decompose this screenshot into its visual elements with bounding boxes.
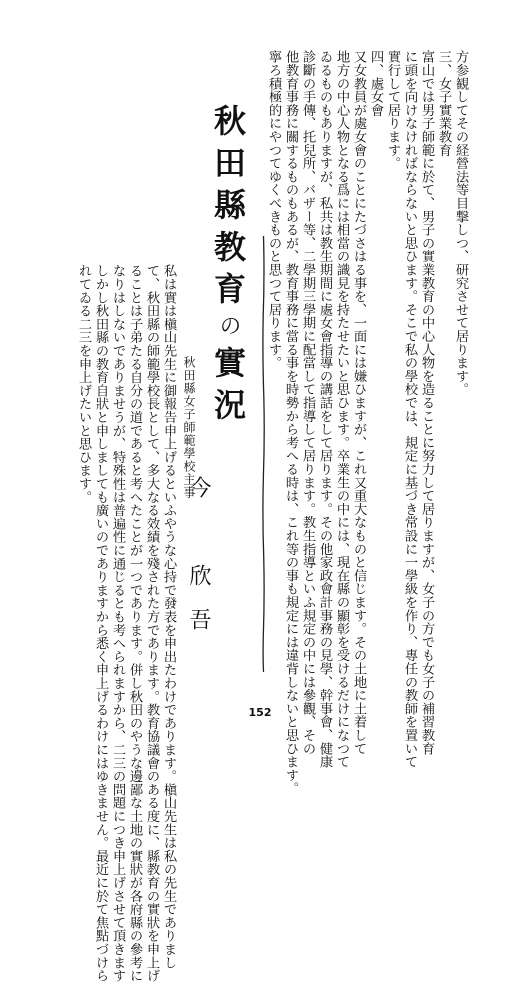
lower-text-column: しかし秋田縣の教育自狀と申しましても廣いのでありますから悉く申上げるわけにはゆきません。最近に於て焦點づけら [93,264,108,982]
lower-text-column: れてゐる二三を申上げたいと思ひます。 [76,264,91,504]
author-affiliation: 秋田縣女子師範學校主事 [182,356,196,499]
article-title [203,104,253,430]
lower-text-column: 私は實は槇山先生に御報告申上げるといふやうな心持で發表を申出たわけであります。槇山先生は私の先生でありまし [161,264,176,969]
upper-text-column: 他教育事務に關するものもあるが、教育事務に當る事を時勢から考へる時は、これ等の事も規定には違背しないと思ひます。 [283,50,298,795]
upper-text-column: 實行して居ります。 [385,50,400,170]
upper-text-column: 地方の中心人物となる爲には相當の識見を持たせたいと思ひます。卒業生の中には、現在縣の顯彰を受けるだけになつて [334,50,349,769]
upper-text-column: 四、處女會 [368,50,383,117]
lower-text-column: ることは子弟たる自分の道であると考へたことが一つであります。併し秋田のやうな邊鄙な土地の實狀が各府縣の參考に [127,264,142,982]
upper-text-column: 三、女子實業教育 [436,50,451,157]
upper-text-column: に頭を向けなければならないと思ひます。そこで私の學校では、規定に基づき常設に一學級を作り、專任の教師を置いて [402,50,417,769]
page-number: 152 [248,706,272,719]
lower-text-column: て、秋田縣の師範學校長として、多大なる效績を殘された方であります。教育協議會のある度に、縣教育の實狀を申上げ [144,264,159,982]
upper-text-column: 又女教員が處女會のことにたづさはる事を、一面には嫌ひますが、これ又重大なものと信じます。その土地に土着して [351,50,366,755]
title-end: 實況 [209,346,247,430]
upper-text-column: 寧ろ積極的にやつてゆくべきものと思つて居ります。 [266,50,281,370]
lower-text-column: なりはしないでありませうが、特殊性は普遍性に通じるとも考へられますから、二三の問題につき申上げさせて頂きます [110,264,125,982]
upper-text-column: 方参観してその経營法等目撃しつ、研究させて居ります。 [453,50,468,396]
section-divider-line [262,236,265,672]
author-name: 今 欣吾 [186,476,211,652]
upper-text-column: 診斷の手傳、托兒所、バザー等、二學期三學期に配當して指導して居ります。教生指導といふ規定の中には參觀、その [300,50,315,755]
upper-text-column: 富山では男子師範に於て、男子の實業教育の中心人物を造ることに努力して居りますが、女子の方でも女子の補習教育 [419,50,434,755]
title-main: 秋田縣教育 [209,104,247,314]
upper-text-column: ゐるものもありますが、私共は教生期間に處女會指導の講話をして居ります。その他家政會計事務の見學、幹事會、健康 [317,50,332,769]
title-particle: の [216,314,241,346]
